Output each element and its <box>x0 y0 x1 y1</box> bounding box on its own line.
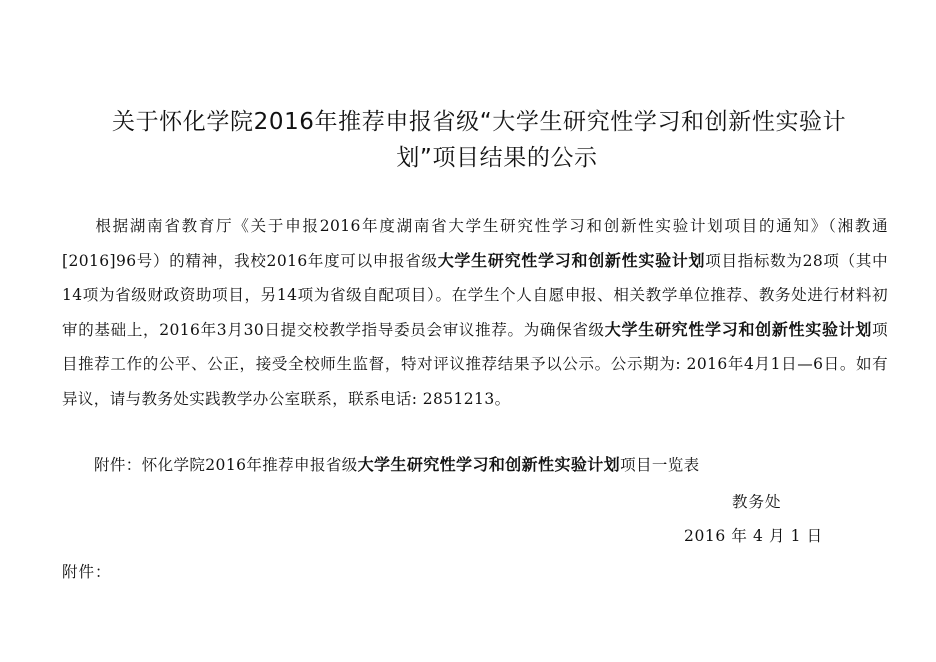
attachment-program-name: 大学生研究性学习和创新性实验计划 <box>357 455 621 474</box>
body-segment-1: 根据湖南省教育厅《关于申报2016年度湖南省大学生研究性学习和创新性实验计划项目的通知》（湘教通[2016]96号）的精神，我校2016年度可以申报省级 <box>62 217 888 270</box>
body-segment-3: 项目推荐工作的公平、公正，接受全校师生监督，特对评议推荐结果予以公示。公示期为: 2016年4月1日—6日。如有异议，请与教务处实践教学办公室联系，联系电话: 2851213。 <box>62 320 889 408</box>
title-line-2: 划”项目结果的公示 <box>396 145 598 171</box>
title-line-1: 关于怀化学院2016年推荐申报省级“大学生研究性学习和创新性实验计 <box>112 109 847 135</box>
program-name-bold-1: 大学生研究性学习和创新性实验计划 <box>437 250 706 270</box>
attachment-note-suffix: 项目一览表 <box>620 456 700 474</box>
document-title <box>112 104 882 176</box>
signer: 教务处 <box>732 493 782 511</box>
issue-date: 2016 年 4 月 1 日 <box>684 527 823 545</box>
program-name-bold-2: 大学生研究性学习和创新性实验计划 <box>604 319 873 339</box>
attachment-note <box>94 450 700 480</box>
attachment-label: 附件： <box>62 563 112 581</box>
attachment-note-prefix: 附件：怀化学院2016年推荐申报省级 <box>94 456 358 474</box>
body-paragraph <box>62 209 888 416</box>
body-segment-2: 项目指标数为28项（其中14项为省级财政资助项目，另14项为省级自配项目）。在学生个人自愿申报、相关教学单位推荐、教务处进行材料初审的基础上，2016年3月30日提交校教学指导委员会审议推荐。为确保省级 <box>62 251 888 339</box>
